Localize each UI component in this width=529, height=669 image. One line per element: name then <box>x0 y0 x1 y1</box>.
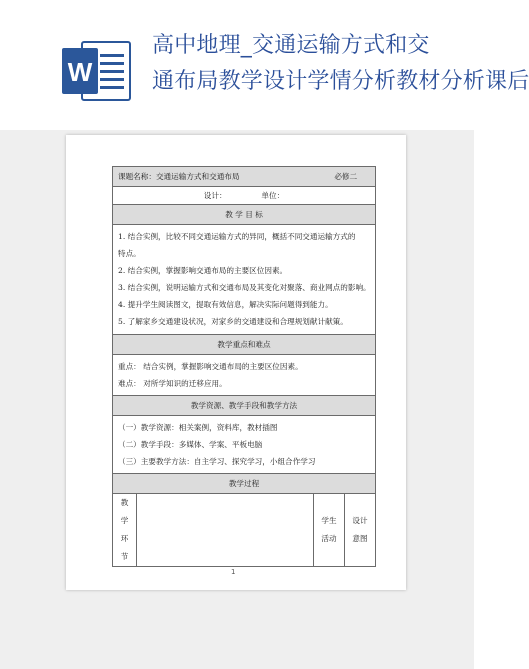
resource-line: （三）主要教学方法：自主学习、探究学习，小组合作学习 <box>118 457 316 467</box>
unit-label: 单位： <box>261 191 285 200</box>
keypoints-row <box>113 355 376 396</box>
process-header-row <box>113 474 376 494</box>
section-heading-resources: 教学资源、教学手段和教学方法 <box>113 396 376 416</box>
goals-cell <box>113 225 376 335</box>
resources-cell <box>113 416 376 474</box>
goals-header-row <box>113 205 376 225</box>
keypoints-header-row <box>113 335 376 355</box>
goal-line: 3. 结合实例，说明运输方式和交通布局及其变化对聚落、商业网点的影响。 <box>118 282 371 292</box>
resources-row <box>113 416 376 474</box>
course-title: 课题名称：交通运输方式和交通布局 <box>118 172 240 181</box>
section-heading-keypoints: 教学重点和难点 <box>113 335 376 355</box>
designer-label: 设计： <box>203 191 227 200</box>
course-row <box>113 167 376 187</box>
document-title-line-2: 通布局教学设计学情分析教材分析课后 <box>152 69 529 94</box>
designer-row <box>113 187 376 205</box>
keypoint-line: 重点： 结合实例，掌握影响交通布局的主要区位因素。 <box>118 362 303 372</box>
keypoints-cell <box>113 355 376 396</box>
page-number: 1 <box>231 568 236 576</box>
course-cell <box>113 167 376 187</box>
goal-line: 特点。 <box>118 248 141 258</box>
keypoint-line: 难点： 对所学知识的迁移应用。 <box>118 379 227 389</box>
designer-cell <box>113 187 376 205</box>
process-col-intent: 设计 意图 <box>345 494 376 567</box>
goal-line: 5. 了解家乡交通建设状况，对家乡的交通建设和合理规划献计献策。 <box>118 316 348 326</box>
section-heading-process: 教学过程 <box>113 474 376 494</box>
goal-line: 2. 结合实例，掌握影响交通布局的主要区位因素。 <box>118 265 288 275</box>
course-module: 必修二 <box>334 172 358 181</box>
process-col-stage: 教学 环节 <box>113 494 137 567</box>
resource-line: （一）教学资源：相关案例，资料库，教材插图 <box>118 423 278 433</box>
section-heading-goals: 教 学 目 标 <box>113 205 376 225</box>
document-header <box>0 0 529 140</box>
svg-text:W: W <box>67 57 93 87</box>
goal-line: 1. 结合实例，比较不同交通运输方式的异同，概括不同交通运输方式的 <box>118 232 356 241</box>
goal-line: 4. 提升学生阅读图文，提取有效信息，解决实际问题得到能力。 <box>118 299 333 309</box>
word-document-icon <box>62 40 132 102</box>
process-columns-row <box>113 494 376 567</box>
resources-header-row <box>113 396 376 416</box>
lesson-plan-table <box>112 166 376 567</box>
goals-row <box>113 225 376 335</box>
process-col-student: 学生 活动 <box>314 494 345 567</box>
process-col-teacher <box>137 494 314 567</box>
resource-line: （二）教学手段：多媒体、学案、平板电脑 <box>118 440 263 450</box>
document-title-line-1: 高中地理_交通运输方式和交 <box>152 33 430 58</box>
